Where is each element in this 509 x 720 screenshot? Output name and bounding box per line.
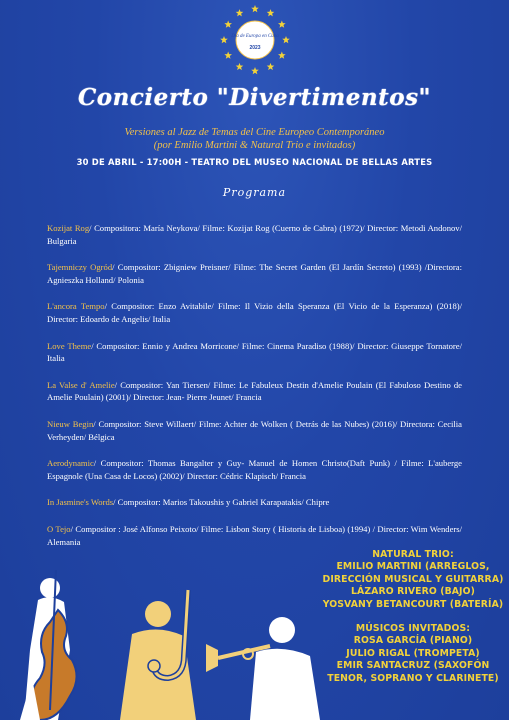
credit-line: JULIO RIGAL (TROMPETA) — [346, 647, 480, 659]
program-item — [47, 496, 462, 509]
star-icon — [224, 52, 232, 59]
program-item-details: / Compositor: Enzo Avitabile/ Filme: Il Vizio della Speranza (El Vicio de la Esperanza) (2018)/ Director: Edoardo de Angelis/ Italia — [47, 301, 462, 324]
credit-line: DIRECCIÓN MUSICAL Y GUITARRA) — [322, 573, 504, 585]
double-bass-player-icon — [20, 570, 77, 720]
spacer — [318, 611, 508, 623]
program-item-details: / Compositora: María Neykova/ Filme: Kozijat Rog (Cuerno de Cabra) (1972)/ Director: Metodi Andonov/ Bulgaria — [47, 223, 462, 246]
program-item — [47, 300, 462, 325]
program-item-details: / Compositor: Marios Takoushis y Gabriel Karapatakis/ Chipre — [113, 497, 330, 508]
program-item-details: / Compositor: Ennio y Andrea Morricone/ Filme: Cinema Paradiso (1988)/ Director: Giuseppe Tornatore/ Italia — [47, 340, 462, 364]
credit-line: ROSA GARCÍA (PIANO) — [353, 635, 473, 647]
program-item — [47, 523, 462, 548]
program-item — [47, 222, 462, 247]
star-icon — [282, 36, 290, 43]
jazz-musicians-illustration-icon — [0, 560, 320, 720]
star-icon — [278, 52, 286, 59]
program-item-title: Tajemniczy Ogród — [47, 262, 113, 273]
subtitle-line-2: (por Emilio Martini & Natural Trio e invitados) — [153, 140, 356, 151]
program-item — [47, 340, 462, 365]
program-item-title: O Tejo — [47, 523, 71, 534]
star-icon — [278, 21, 286, 28]
program-item-title: Love Theme — [47, 340, 92, 351]
star-icon — [236, 9, 244, 16]
program-list — [47, 222, 462, 562]
program-item-details: / Compositor: Steve Willaert/ Filme: Achter de Wolken ( Detrás de las Nubes) (2016)/ Directora: Cecilia Verheyden/ Bélgica — [47, 418, 463, 442]
star-icon — [251, 5, 259, 12]
program-item — [47, 379, 462, 404]
programa-heading: Programa — [222, 186, 287, 199]
program-item-details: / Compositor: Zbigniew Preisner/ Filme: The Secret Garden (El Jardín Secreto) (1993) /Directora: Agnieszka Holland/ Polonia — [47, 262, 462, 285]
star-icon — [236, 63, 244, 70]
program-item-title: La Valse d' Amelie — [47, 379, 115, 390]
program-item-title: Nieuw Begin — [47, 418, 94, 429]
program-item-details: / Compositor : José Alfonso Peixoto/ Filme: Lisbon Story ( Historia de Lisboa) (1994) / Director: Wim Wenders/ Alemania — [47, 523, 462, 547]
star-icon — [251, 67, 259, 74]
subtitle-line-1: Versiones al Jazz de Temas del Cine Europeo Contemporáneo — [124, 127, 385, 138]
credits-block — [318, 549, 508, 685]
credit-line: EMIR SANTACRUZ (SAXOFÓN — [336, 660, 490, 672]
credit-line: TENOR, SOPRANO Y CLARINETE) — [327, 672, 499, 684]
program-item — [47, 457, 462, 482]
trumpet-player-icon — [206, 617, 320, 720]
program-item-title: Kozijat Rog — [47, 223, 90, 233]
star-icon — [220, 36, 228, 43]
guest-musicians-heading: MÚSICOS INVITADOS: — [355, 623, 471, 635]
program-item — [47, 418, 462, 443]
program-item-title: Aerodynamic — [47, 458, 94, 469]
program-item-title: In Jasmine's Words — [47, 497, 114, 508]
saxophone-player-icon — [120, 590, 196, 720]
emblem-text: Día de Europa en Cuba — [231, 34, 279, 39]
date-venue-line: 30 DE ABRIL - 17:00H - TEATRO DEL MUSEO NACIONAL DE BELLAS ARTES — [76, 157, 433, 167]
concert-title: Concierto "Divertimentos" — [77, 84, 432, 111]
credit-line: YOSVANY BETANCOURT (BATERÍA) — [322, 598, 504, 610]
natural-trio-heading: NATURAL TRIO: — [372, 549, 454, 560]
star-icon — [267, 63, 275, 70]
star-icon — [224, 21, 232, 28]
credit-line: EMILIO MARTINI (ARREGLOS, — [336, 561, 490, 573]
program-item — [47, 261, 462, 286]
emblem-year: 2023 — [249, 45, 261, 51]
credit-line: LÁZARO RIVERO (BAJO) — [351, 586, 475, 598]
program-item-details: / Compositor: Yan Tiersen/ Filme: Le Fabuleux Destin d'Amelie Poulain (El Fabuloso Destino de Amelie Poulain) (2001)/ Director: Jean- Pierre Jeunet/ Francia — [47, 379, 463, 403]
star-icon — [267, 9, 275, 16]
program-item-title: L'ancora Tempo — [47, 301, 105, 312]
program-item-details: / Compositor: Thomas Bangalter y Guy- Manuel de Homen Christo(Daft Punk) / Filme: L'auberge Espagnole (Una Casa de Locos) (2002)/ Director: Cédric Klapisch/ Francia — [47, 458, 462, 481]
eu-stars-emblem-icon — [209, 2, 301, 80]
